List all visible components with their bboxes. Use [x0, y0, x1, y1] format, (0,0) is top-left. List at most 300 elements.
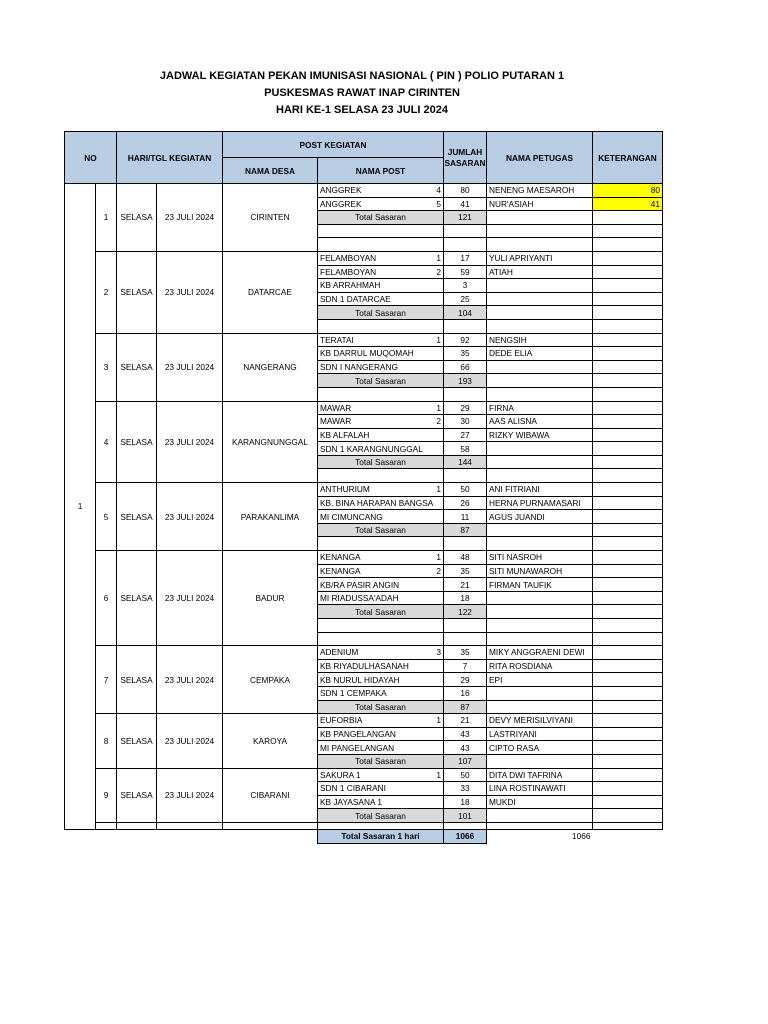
group-no: 6	[96, 551, 117, 646]
post-name-cell	[318, 265, 444, 279]
group-tanggal: 23 JULI 2024	[157, 251, 223, 333]
post-name: KB DARRUL MUQOMAH	[320, 348, 414, 359]
post-name-cell	[318, 292, 444, 306]
empty-cell	[487, 455, 593, 469]
table-row	[65, 822, 663, 829]
post-number: 5	[436, 198, 441, 209]
jumlah-sasaran-value: 11	[444, 510, 487, 524]
post-name-cell	[318, 415, 444, 429]
grand-total-label: Total Sasaran 1 hari	[318, 829, 444, 843]
keterangan-value	[593, 659, 663, 673]
post-number: 1	[436, 715, 441, 726]
total-sasaran-value: 144	[444, 455, 487, 469]
keterangan-value	[593, 591, 663, 605]
total-sasaran-value: 101	[444, 809, 487, 823]
petugas-name: SITI NASROH	[487, 551, 593, 565]
jumlah-sasaran-value: 3	[444, 279, 487, 293]
keterangan-value	[593, 795, 663, 809]
post-name: KB. BINA HARAPAN BANGSA	[320, 497, 434, 508]
empty-cell	[593, 537, 663, 551]
group-nama-desa: CIBARANI	[223, 768, 318, 822]
post-number: 1	[436, 334, 441, 345]
petugas-name: YULI APRIYANTI	[487, 251, 593, 265]
post-name-cell	[318, 727, 444, 741]
empty-cell	[444, 238, 487, 252]
empty-cell	[487, 306, 593, 320]
group-tanggal: 23 JULI 2024	[157, 184, 223, 252]
header-nama-post: NAMA POST	[318, 158, 444, 184]
jumlah-sasaran-value: 92	[444, 333, 487, 347]
total-sasaran-label: Total Sasaran	[318, 605, 444, 619]
group-tanggal: 23 JULI 2024	[157, 401, 223, 483]
petugas-name: NENENG MAESAROH	[487, 184, 593, 198]
post-name: KB/RA PASIR ANGIN	[320, 579, 400, 590]
post-name-cell	[318, 646, 444, 660]
post-name: SDN 1 CIBARANI	[320, 783, 386, 794]
table-row	[65, 333, 663, 347]
post-name: SDN 1 CEMPAKA	[320, 688, 387, 699]
group-hari: SELASA	[117, 251, 157, 333]
empty-cell	[593, 319, 663, 333]
keterangan-value	[593, 768, 663, 782]
empty-cell	[593, 700, 663, 714]
group-nama-desa: CEMPAKA	[223, 646, 318, 714]
empty-cell	[487, 224, 593, 238]
title-line-3: HARI KE-1 SELASA 23 JULI 2024	[276, 104, 448, 116]
jumlah-sasaran-value: 59	[444, 265, 487, 279]
petugas-name	[487, 591, 593, 605]
post-number: 2	[436, 416, 441, 427]
group-nama-desa: NANGERANG	[223, 333, 318, 401]
jumlah-sasaran-value: 17	[444, 251, 487, 265]
keterangan-value	[593, 564, 663, 578]
header-keterangan: KETERANGAN	[593, 132, 663, 184]
total-sasaran-value: 193	[444, 374, 487, 388]
keterangan-value	[593, 428, 663, 442]
table-row	[65, 251, 663, 265]
post-name-cell	[318, 564, 444, 578]
petugas-name: NUR'ASIAH	[487, 197, 593, 211]
empty-cell	[593, 374, 663, 388]
post-name-cell	[318, 510, 444, 524]
empty-cell	[444, 822, 487, 829]
empty-cell	[487, 619, 593, 633]
jumlah-sasaran-value: 26	[444, 496, 487, 510]
petugas-name	[487, 279, 593, 293]
group-nama-desa: CIRINTEN	[223, 184, 318, 252]
empty-cell	[117, 829, 157, 843]
post-number: 1	[436, 484, 441, 495]
group-nama-desa: KARANGNUNGGAL	[223, 401, 318, 483]
header-nama-petugas: NAMA PETUGAS	[487, 132, 593, 184]
jumlah-sasaran-value: 50	[444, 768, 487, 782]
empty-cell	[96, 822, 117, 829]
empty-cell	[487, 809, 593, 823]
jumlah-sasaran-value: 29	[444, 673, 487, 687]
keterangan-value	[593, 741, 663, 755]
post-name-cell	[318, 279, 444, 293]
jumlah-sasaran-value: 33	[444, 782, 487, 796]
group-tanggal: 23 JULI 2024	[157, 483, 223, 551]
empty-cell	[593, 238, 663, 252]
post-number: 1	[436, 252, 441, 263]
keterangan-value	[593, 551, 663, 565]
post-name-cell	[318, 360, 444, 374]
empty-cell	[593, 605, 663, 619]
keterangan-value	[593, 510, 663, 524]
petugas-name: LASTRIYANI	[487, 727, 593, 741]
group-hari: SELASA	[117, 646, 157, 714]
header-hari-tgl: HARI/TGL KEGIATAN	[117, 132, 223, 184]
total-sasaran-label: Total Sasaran	[318, 211, 444, 225]
group-no: 5	[96, 483, 117, 551]
title-line-1: JADWAL KEGIATAN PEKAN IMUNISASI NASIONAL ( PIN ) POLIO PUTARAN 1	[159, 70, 565, 82]
empty-cell	[157, 822, 223, 829]
group-hari: SELASA	[117, 483, 157, 551]
post-name-cell	[318, 551, 444, 565]
empty-cell	[487, 469, 593, 483]
keterangan-value	[593, 347, 663, 361]
keterangan-value	[593, 292, 663, 306]
empty-cell	[487, 537, 593, 551]
empty-cell	[593, 306, 663, 320]
table-row	[65, 714, 663, 728]
group-tanggal: 23 JULI 2024	[157, 768, 223, 822]
keterangan-value	[593, 333, 663, 347]
jumlah-sasaran-value: 35	[444, 347, 487, 361]
group-tanggal: 23 JULI 2024	[157, 333, 223, 401]
group-no: 4	[96, 401, 117, 483]
empty-cell	[593, 619, 663, 633]
keterangan-value	[593, 442, 663, 456]
total-sasaran-label: Total Sasaran	[318, 700, 444, 714]
jumlah-sasaran-value: 66	[444, 360, 487, 374]
keterangan-value	[593, 251, 663, 265]
empty-cell	[593, 469, 663, 483]
post-name: KB NURUL HIDAYAH	[320, 674, 400, 685]
keterangan-value	[593, 727, 663, 741]
jumlah-sasaran-value: 18	[444, 795, 487, 809]
total-sasaran-label: Total Sasaran	[318, 754, 444, 768]
table-row	[65, 768, 663, 782]
empty-cell	[487, 374, 593, 388]
post-name-cell	[318, 197, 444, 211]
post-name: ANGGREK	[320, 198, 362, 209]
document-title-block	[0, 68, 724, 119]
jumlah-sasaran-value: 7	[444, 659, 487, 673]
empty-cell	[223, 822, 318, 829]
post-name: KB RIYADULHASANAH	[320, 661, 409, 672]
jumlah-sasaran-value: 35	[444, 646, 487, 660]
table-row	[65, 646, 663, 660]
grand-total-note: 1066	[572, 831, 591, 842]
group-tanggal: 23 JULI 2024	[157, 714, 223, 768]
post-name: TERATAI	[320, 334, 354, 345]
group-hari: SELASA	[117, 768, 157, 822]
empty-cell	[593, 211, 663, 225]
empty-cell	[318, 387, 444, 401]
empty-cell	[318, 319, 444, 333]
table-row	[65, 483, 663, 497]
keterangan-value	[593, 714, 663, 728]
post-number: 1	[436, 769, 441, 780]
petugas-name: NENGSIH	[487, 333, 593, 347]
petugas-name: RIZKY WIBAWA	[487, 428, 593, 442]
post-name-cell	[318, 442, 444, 456]
empty-cell	[487, 754, 593, 768]
post-name: ANGGREK	[320, 185, 362, 196]
post-name-cell	[318, 768, 444, 782]
jumlah-sasaran-value: 43	[444, 741, 487, 755]
total-sasaran-label: Total Sasaran	[318, 455, 444, 469]
post-name: FELAMBOYAN	[320, 253, 377, 264]
empty-cell	[157, 829, 223, 843]
total-sasaran-label: Total Sasaran	[318, 523, 444, 537]
group-hari: SELASA	[117, 401, 157, 483]
grand-total-value: 1066	[444, 829, 487, 843]
petugas-name: ATIAH	[487, 265, 593, 279]
post-name: MI RIADUSSA'ADAH	[320, 593, 399, 604]
empty-cell	[318, 537, 444, 551]
empty-cell	[593, 754, 663, 768]
keterangan-value	[593, 496, 663, 510]
empty-cell	[444, 537, 487, 551]
post-name-cell	[318, 401, 444, 415]
keterangan-value	[593, 646, 663, 660]
empty-cell	[444, 387, 487, 401]
schedule-table	[64, 131, 663, 844]
post-name-cell	[318, 782, 444, 796]
post-name: SDN 1 DATARCAE	[320, 294, 391, 305]
post-name-cell	[318, 483, 444, 497]
group-no: 2	[96, 251, 117, 333]
petugas-name: AGUS JUANDI	[487, 510, 593, 524]
post-name-cell	[318, 673, 444, 687]
keterangan-value	[593, 265, 663, 279]
post-name: SDN I NANGERANG	[320, 362, 398, 373]
petugas-name: ANI FITRIANI	[487, 483, 593, 497]
post-name: MI PANGELANGAN	[320, 742, 395, 753]
post-name-cell	[318, 741, 444, 755]
petugas-name: DEDE ELIA	[487, 347, 593, 361]
post-name: ANTHURIUM	[320, 484, 370, 495]
post-number: 3	[436, 647, 441, 658]
post-number: 2	[436, 565, 441, 576]
grand-total-row	[65, 829, 663, 843]
petugas-name: FIRNA	[487, 401, 593, 415]
empty-cell	[593, 387, 663, 401]
empty-cell	[487, 387, 593, 401]
jumlah-sasaran-value: 18	[444, 591, 487, 605]
petugas-name	[487, 686, 593, 700]
group-hari: SELASA	[117, 714, 157, 768]
empty-cell	[318, 632, 444, 646]
petugas-name: RITA ROSDIANA	[487, 659, 593, 673]
total-sasaran-value: 121	[444, 211, 487, 225]
group-no: 3	[96, 333, 117, 401]
keterangan-value	[593, 686, 663, 700]
total-sasaran-value: 122	[444, 605, 487, 619]
group-no: 7	[96, 646, 117, 714]
group-hari: SELASA	[117, 551, 157, 646]
keterangan-value: 41	[593, 197, 663, 211]
group-tanggal: 23 JULI 2024	[157, 646, 223, 714]
empty-cell	[318, 469, 444, 483]
group-hari: SELASA	[117, 333, 157, 401]
keterangan-value	[593, 673, 663, 687]
petugas-name: LINA ROSTINAWATI	[487, 782, 593, 796]
petugas-name: HERNA PURNAMASARI	[487, 496, 593, 510]
post-number: 1	[436, 402, 441, 413]
keterangan-value	[593, 578, 663, 592]
post-name: ADENIUM	[320, 647, 359, 658]
post-name-cell	[318, 578, 444, 592]
group-nama-desa: KAROYA	[223, 714, 318, 768]
total-sasaran-label: Total Sasaran	[318, 306, 444, 320]
empty-cell	[593, 822, 663, 829]
keterangan-value	[593, 401, 663, 415]
post-name: MI CIMUNCANG	[320, 511, 383, 522]
petugas-name: MUKDI	[487, 795, 593, 809]
keterangan-value	[593, 279, 663, 293]
group-nama-desa: DATARCAE	[223, 251, 318, 333]
petugas-name: DITA DWI TAFRINA	[487, 768, 593, 782]
header-nama-desa: NAMA DESA	[223, 158, 318, 184]
total-sasaran-value: 87	[444, 700, 487, 714]
empty-cell	[65, 829, 96, 843]
keterangan-value: 80	[593, 184, 663, 198]
total-sasaran-value: 107	[444, 754, 487, 768]
jumlah-sasaran-value: 21	[444, 714, 487, 728]
empty-cell	[223, 829, 318, 843]
petugas-name	[487, 292, 593, 306]
group-tanggal: 23 JULI 2024	[157, 551, 223, 646]
post-name-cell	[318, 347, 444, 361]
total-sasaran-label: Total Sasaran	[318, 374, 444, 388]
empty-cell	[318, 224, 444, 238]
empty-cell	[487, 523, 593, 537]
table-row	[65, 551, 663, 565]
petugas-name: MIKY ANGGRAENI DEWI	[487, 646, 593, 660]
post-name: FELAMBOYAN	[320, 266, 377, 277]
empty-cell	[593, 829, 663, 843]
jumlah-sasaran-value: 48	[444, 551, 487, 565]
empty-cell	[318, 238, 444, 252]
post-name: SDN 1 KARANGNUNGGAL	[320, 443, 423, 454]
empty-cell	[487, 822, 593, 829]
empty-cell	[117, 822, 157, 829]
jumlah-sasaran-value: 43	[444, 727, 487, 741]
petugas-name: FIRMAN TAUFIK	[487, 578, 593, 592]
header-post-kegiatan: POST KEGIATAN	[223, 132, 444, 158]
post-name: EUFORBIA	[320, 715, 363, 726]
post-name: KENANGA	[320, 565, 361, 576]
keterangan-value	[593, 483, 663, 497]
empty-cell	[487, 319, 593, 333]
group-no: 1	[96, 184, 117, 252]
empty-cell	[487, 238, 593, 252]
post-name: KB ARRAHMAH	[320, 280, 381, 291]
total-sasaran-label: Total Sasaran	[318, 809, 444, 823]
empty-cell	[318, 619, 444, 633]
empty-cell	[444, 632, 487, 646]
jumlah-sasaran-value: 25	[444, 292, 487, 306]
post-name-cell	[318, 251, 444, 265]
header-no: NO	[65, 132, 117, 184]
empty-cell	[444, 319, 487, 333]
empty-cell	[487, 211, 593, 225]
empty-cell	[593, 809, 663, 823]
keterangan-value	[593, 360, 663, 374]
table-row	[65, 401, 663, 415]
group-nama-desa: PARAKANLIMA	[223, 483, 318, 551]
post-name-cell	[318, 184, 444, 198]
post-number: 2	[436, 266, 441, 277]
group-nama-desa: BADUR	[223, 551, 318, 646]
group-hari: SELASA	[117, 184, 157, 252]
table-row	[65, 184, 663, 198]
empty-cell	[487, 632, 593, 646]
jumlah-sasaran-value: 50	[444, 483, 487, 497]
petugas-name: AAS ALISNA	[487, 415, 593, 429]
jumlah-sasaran-value: 29	[444, 401, 487, 415]
post-number: 1	[436, 552, 441, 563]
post-name-cell	[318, 496, 444, 510]
empty-cell	[487, 700, 593, 714]
jumlah-sasaran-value: 41	[444, 197, 487, 211]
empty-cell	[318, 822, 444, 829]
outer-no-cell: 1	[65, 184, 96, 830]
title-line-2: PUSKESMAS RAWAT INAP CIRINTEN	[264, 87, 460, 99]
post-name: MAWAR	[320, 402, 352, 413]
post-name: MAWAR	[320, 416, 352, 427]
jumlah-sasaran-value: 16	[444, 686, 487, 700]
post-name: KB JAYASANA 1	[320, 797, 382, 808]
petugas-name	[487, 360, 593, 374]
empty-cell	[593, 224, 663, 238]
post-name: KENANGA	[320, 552, 361, 563]
post-name-cell	[318, 333, 444, 347]
post-name: KB PANGELANGAN	[320, 729, 396, 740]
petugas-name	[487, 442, 593, 456]
post-name: KB ALFALAH	[320, 429, 370, 440]
group-no: 8	[96, 714, 117, 768]
empty-cell	[487, 605, 593, 619]
jumlah-sasaran-value: 21	[444, 578, 487, 592]
keterangan-value	[593, 782, 663, 796]
empty-cell	[96, 829, 117, 843]
post-name-cell	[318, 591, 444, 605]
petugas-name: DEVY MERISILVIYANI	[487, 714, 593, 728]
empty-cell	[444, 469, 487, 483]
keterangan-value	[593, 415, 663, 429]
empty-cell	[444, 224, 487, 238]
jumlah-sasaran-value: 58	[444, 442, 487, 456]
jumlah-sasaran-value: 80	[444, 184, 487, 198]
post-name-cell	[318, 686, 444, 700]
total-sasaran-value: 104	[444, 306, 487, 320]
petugas-name: CIPTO RASA	[487, 741, 593, 755]
post-name-cell	[318, 795, 444, 809]
post-name-cell	[318, 714, 444, 728]
header-jumlah-sasaran: JUMLAH SASARAN	[444, 132, 487, 184]
empty-cell	[593, 632, 663, 646]
empty-cell	[444, 619, 487, 633]
post-number: 4	[436, 185, 441, 195]
post-name-cell	[318, 428, 444, 442]
post-name: SAKURA 1	[320, 769, 361, 780]
jumlah-sasaran-value: 27	[444, 428, 487, 442]
